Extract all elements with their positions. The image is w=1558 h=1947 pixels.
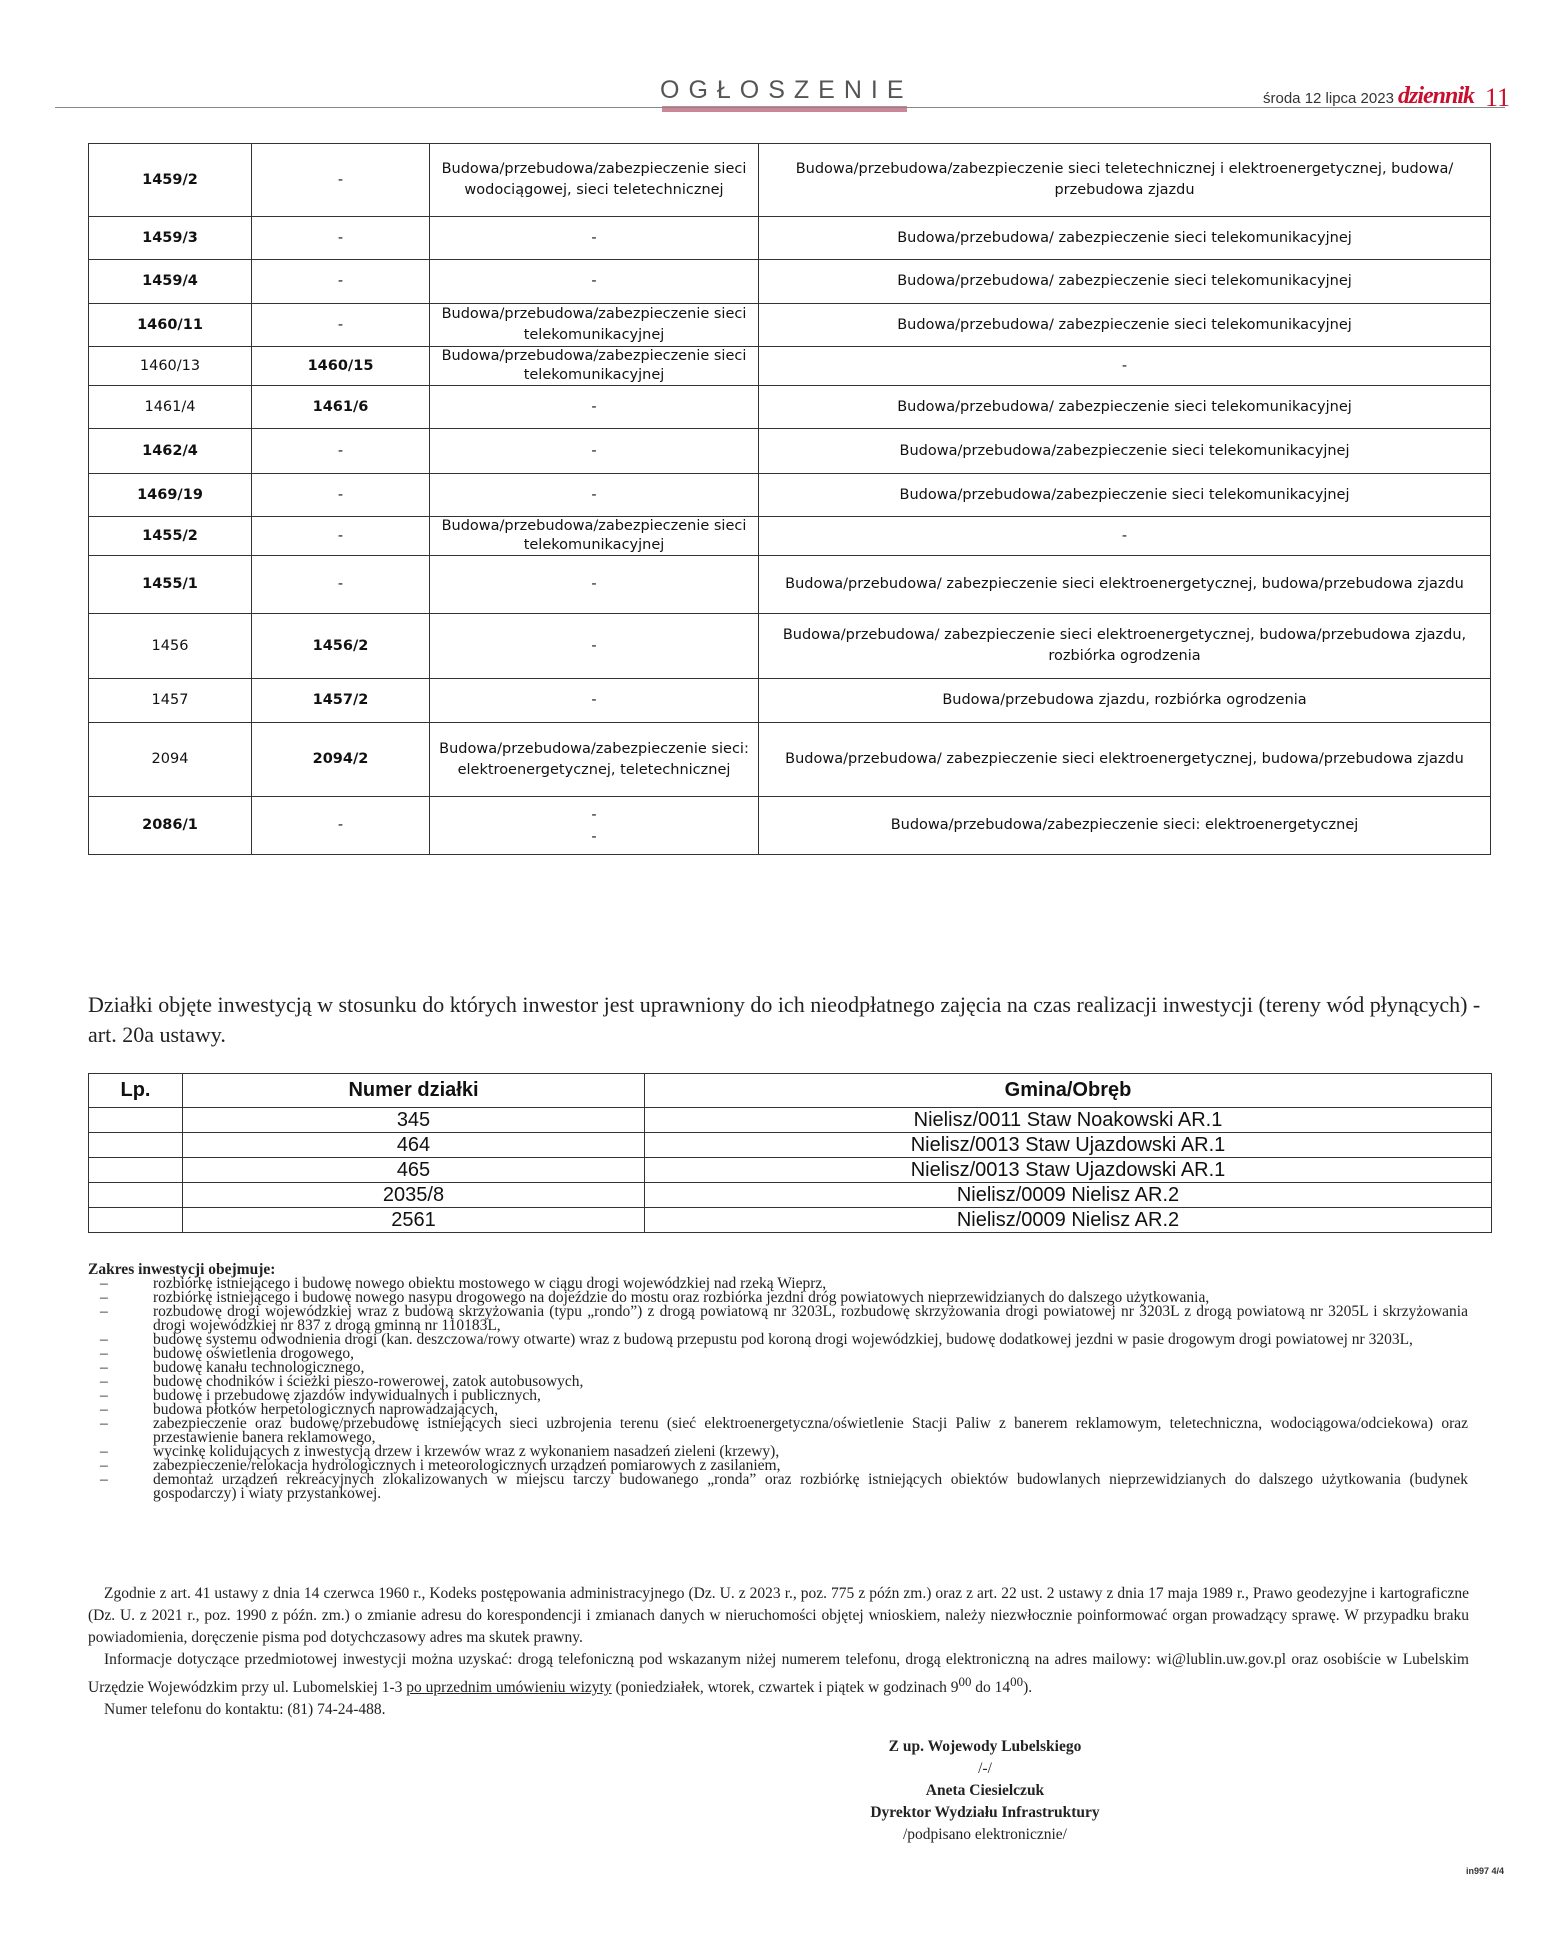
lp-cell <box>89 1108 183 1133</box>
table-row <box>89 217 1491 260</box>
network-works-cell: - <box>430 386 759 429</box>
commune-precinct-cell: Nielisz/0013 Staw Ujazdowski AR.1 <box>645 1158 1492 1183</box>
new-parcel-number-cell: 1456/2 <box>252 614 430 679</box>
network-works-cell: Budowa/przebudowa/zabezpieczenie sieci: elektroenergetycznej, teletechnicznej <box>430 723 759 797</box>
table-row <box>89 517 1491 556</box>
dash-bullet: – <box>100 1373 108 1390</box>
new-parcel-number-cell: - <box>252 556 430 614</box>
new-parcel-number-cell: - <box>252 260 430 304</box>
table-row <box>89 797 1491 855</box>
new-parcel-number-cell: 2094/2 <box>252 723 430 797</box>
dash-bullet: – <box>100 1359 108 1376</box>
scope-item-text: rozbudowę drogi wojewódzkiej wraz z budową skrzyżowania (typu „rondo”) z drogą powiatową nr 3203L, rozbudowę skrzyżowania drogi powiatowej nr 3203L z drogą powiatową nr 3205L i skrzyżowania drogi wojewódzkiej nr 837 z drogą gminną nr 110183L, <box>153 1303 1468 1334</box>
dash-bullet: – <box>100 1345 108 1362</box>
signature-authority: Z up. Wojewody Lubelskiego <box>888 1738 1082 1755</box>
parcel-number-cell: 1455/1 <box>89 556 252 614</box>
table-row <box>89 614 1491 679</box>
new-parcel-number-cell: - <box>252 517 430 556</box>
dash-bullet: – <box>100 1387 108 1404</box>
signature-block <box>800 1736 1170 1846</box>
signatory-title: Dyrektor Wydziału Infrastruktury <box>870 1804 1100 1821</box>
table-row <box>89 304 1491 347</box>
dash-bullet: – <box>100 1443 108 1460</box>
works-scope-cell: Budowa/przebudowa/zabezpieczenie sieci teletechnicznej i elektroenergetycznej, budowa/ przebudowa zjazdu <box>759 144 1491 217</box>
header-divider <box>55 107 1505 108</box>
parcel-number-cell: 1455/2 <box>89 517 252 556</box>
network-works-cell: - <box>430 217 759 260</box>
new-parcel-number-cell: - <box>252 144 430 217</box>
investment-scope <box>88 1262 1468 1501</box>
list-item <box>88 1417 1468 1445</box>
parcel-number-cell: 464 <box>183 1133 645 1158</box>
scope-item-text: budowę i przebudowę zjazdów indywidualnych i publicznych, <box>153 1387 541 1404</box>
lp-cell <box>89 1183 183 1208</box>
network-works-cell: Budowa/przebudowa/zabezpieczenie sieci telekomunikacyjnej <box>430 304 759 347</box>
dash-bullet: – <box>100 1471 108 1488</box>
scope-item-text: demontaż urządzeń rekreacyjnych zlokalizowanych w miejscu tarczy budowanego „ronda” oraz rozbiórkę istniejących obiektów budowlanych nieprzewidzianych do dalszego użytkowania (budynek gospodarczy) i wiaty przystankowej. <box>153 1471 1468 1502</box>
water-parcels-table <box>88 1073 1492 1233</box>
parcel-number-cell: 345 <box>183 1108 645 1133</box>
scope-item-text: zabezpieczenie oraz budowę/przebudowę istniejących sieci uzbrojenia terenu (sieć elektroenergetyczna/oświetlenie Stacji Paliw z banerem reklamowym, teletechniczna, wodociągowa/odciekowa) oraz przestawienie banera reklamowego, <box>153 1415 1468 1446</box>
table-row <box>89 679 1491 723</box>
dash-bullet: – <box>100 1275 108 1292</box>
list-item <box>88 1473 1468 1501</box>
free-use-paragraph: Działki objęte inwestycją w stosunku do których inwestor jest uprawniony do ich nieodpłatnego zajęcia na czas realizacji inwestycji (tereny wód płynących) - art. 20a ustawy. <box>88 992 1481 1047</box>
works-scope-cell: Budowa/przebudowa/ zabezpieczenie sieci telekomunikacyjnej <box>759 304 1491 347</box>
appointment-note: po uprzednim umówieniu wizyty <box>406 1679 612 1697</box>
table-row <box>89 556 1491 614</box>
commune-precinct-cell: Nielisz/0009 Nielisz AR.2 <box>645 1183 1492 1208</box>
issue-date: środa 12 lipca 2023 <box>1263 90 1394 107</box>
new-parcel-number-cell: - <box>252 474 430 517</box>
hours-to-text: do 14 <box>971 1679 1011 1697</box>
network-works-cell: - <box>430 429 759 474</box>
hours-start-minutes: 00 <box>958 1674 972 1689</box>
lp-cell <box>89 1133 183 1158</box>
scope-item-text: rozbiórkę istniejącego i budowę nowego obiektu mostowego w ciągu drogi wojewódzkiej nad rzeką Wieprz, <box>153 1275 827 1292</box>
dash-bullet: – <box>100 1303 108 1320</box>
column-header-lp: Lp. <box>89 1074 183 1108</box>
dash-bullet: – <box>100 1401 108 1418</box>
signatory-name: Aneta Ciesielczuk <box>925 1782 1045 1799</box>
contact-info-text: Informacje dotyczące przedmiotowej inwestycji można uzyskać: drogą telefoniczną pod wskazanym niżej numerem telefonu, drogą elektroniczną na adres mailowy: wi@lublin.uw.gov.pl oraz osobiście w Lubelskim Urzędzie Wojewódzkim przy ul. Lubomelskiej 1-3 <box>88 1651 1469 1697</box>
list-item <box>88 1305 1468 1333</box>
commune-precinct-cell: Nielisz/0013 Staw Ujazdowski AR.1 <box>645 1133 1492 1158</box>
commune-precinct-cell: Nielisz/0009 Nielisz AR.2 <box>645 1208 1492 1233</box>
works-scope-cell: Budowa/przebudowa/ zabezpieczenie sieci telekomunikacyjnej <box>759 260 1491 304</box>
closing-paragraph-2 <box>88 1649 1469 1699</box>
scope-item-text: budowę systemu odwodnienia drogi (kan. deszczowa/rowy otwarte) wraz z budową przepustu pod koroną drogi wojewódzkiej, budowę dodatkowej jezdni w pasie drogowym drogi powiatowej nr 3203L, <box>153 1331 1413 1348</box>
parcel-number-cell: 1462/4 <box>89 429 252 474</box>
signature-mark: /-/ <box>978 1760 992 1777</box>
closing-text <box>88 1583 1469 1721</box>
works-scope-cell: Budowa/przebudowa/zabezpieczenie sieci: elektroenergetycznej <box>759 797 1491 855</box>
table-row <box>89 1208 1492 1233</box>
parcel-number-cell: 1456 <box>89 614 252 679</box>
table-row <box>89 1108 1492 1133</box>
parcel-number-cell: 1459/4 <box>89 260 252 304</box>
column-header-parcel: Numer działki <box>183 1074 645 1108</box>
works-scope-cell: - <box>759 347 1491 386</box>
scope-item-text: wycinkę kolidujących z inwestycją drzew i krzewów wraz z wykonaniem nasadzeń zieleni (krzewy), <box>153 1443 780 1460</box>
parcel-number-cell: 1460/11 <box>89 304 252 347</box>
closing-paragraph-3: Numer telefonu do kontaktu: (81) 74-24-488. <box>104 1701 386 1719</box>
parcel-number-cell: 2035/8 <box>183 1183 645 1208</box>
lp-cell <box>89 1158 183 1183</box>
scope-item-text: budowę kanału technologicznego, <box>153 1359 365 1376</box>
new-parcel-number-cell: - <box>252 304 430 347</box>
table-row <box>89 429 1491 474</box>
parcel-number-cell: 1469/19 <box>89 474 252 517</box>
dash-bullet: – <box>100 1415 108 1432</box>
new-parcel-number-cell: - <box>252 797 430 855</box>
scope-item-text: budowę chodników i ścieżki pieszo-rowerowej, zatok autobusowych, <box>153 1373 584 1390</box>
table-row <box>89 1133 1492 1158</box>
new-parcel-number-cell: 1457/2 <box>252 679 430 723</box>
scope-item-text: budowę oświetlenia drogowego, <box>153 1345 355 1362</box>
parcel-number-cell: 1457 <box>89 679 252 723</box>
table-row <box>89 144 1491 217</box>
parcel-number-cell: 1459/3 <box>89 217 252 260</box>
works-scope-cell: Budowa/przebudowa/ zabezpieczenie sieci elektroenergetycznej, budowa/przebudowa zjazdu <box>759 723 1491 797</box>
new-parcel-number-cell: 1460/15 <box>252 347 430 386</box>
table-row <box>89 723 1491 797</box>
table-row <box>89 386 1491 429</box>
scope-list <box>88 1277 1468 1501</box>
section-title: OGŁOSZENIE <box>660 76 913 104</box>
scope-item-text: rozbiórkę istniejącego i budowę nowego nasypu drogowego na dojeździe do mostu oraz rozbiórka jezdni dróg powiatowych nieprzewidzianych do dalszego użytkowania, <box>153 1289 1210 1306</box>
works-scope-cell: Budowa/przebudowa/ zabezpieczenie sieci telekomunikacyjnej <box>759 386 1491 429</box>
scope-title: Zakres inwestycji obejmuje: <box>88 1261 276 1278</box>
closing-paragraph-1: Zgodnie z art. 41 ustawy z dnia 14 czerwca 1960 r., Kodeks postępowania administracyjnego (Dz. U. z 2023 r., poz. 775 z późn zm.) oraz z art. 22 ust. 2 ustawy z dnia 17 maja 1989 r., Prawo geodezyjne i kartograficzne (Dz. U. z 2021 r., poz. 1990 z późn. zm.) o zmianie adresu do korespondencji i zmianach danych w nieruchomości objętej wnioskiem, należy niezwłocznie poinformować organ prowadzący sprawę. W przypadku braku powiadomienia, doręczenie pisma pod dotychczasowy adres ma skutek prawny. <box>88 1585 1469 1646</box>
works-scope-cell: Budowa/przebudowa zjazdu, rozbiórka ogrodzenia <box>759 679 1491 723</box>
hours-text: (poniedziałek, wtorek, czwartek i piątek w godzinach 9 <box>611 1679 959 1697</box>
table-row <box>89 474 1491 517</box>
parcel-number-cell: 2094 <box>89 723 252 797</box>
column-header-area: Gmina/Obręb <box>645 1074 1492 1108</box>
network-works-cell: - <box>430 474 759 517</box>
network-works-cell: - <box>430 260 759 304</box>
works-scope-cell: Budowa/przebudowa/ zabezpieczenie sieci telekomunikacyjnej <box>759 217 1491 260</box>
dash-bullet: – <box>100 1457 108 1474</box>
table-row <box>89 347 1491 386</box>
table-row <box>89 1183 1492 1208</box>
parcel-number-cell: 1461/4 <box>89 386 252 429</box>
signature-note: /podpisano elektronicznie/ <box>903 1826 1067 1843</box>
works-scope-cell: Budowa/przebudowa/ zabezpieczenie sieci elektroenergetycznej, budowa/przebudowa zjazdu, rozbiórka ogrodzenia <box>759 614 1491 679</box>
parcel-number-cell: 465 <box>183 1158 645 1183</box>
parcel-number-cell: 1460/13 <box>89 347 252 386</box>
works-scope-cell: Budowa/przebudowa/zabezpieczenie sieci telekomunikacyjnej <box>759 474 1491 517</box>
dash-bullet: – <box>100 1331 108 1348</box>
parcel-number-cell: 2561 <box>183 1208 645 1233</box>
network-works-cell: Budowa/przebudowa/zabezpieczenie sieci telekomunikacyjnej <box>430 517 759 556</box>
parcel-number-cell: 2086/1 <box>89 797 252 855</box>
scope-item-text: zabezpieczenie/relokacja hydrologicznych i meteorologicznych urządzeń pomiarowych z zasilaniem, <box>153 1457 781 1474</box>
dash-bullet: – <box>100 1289 108 1306</box>
hours-end-minutes: 00 <box>1010 1674 1024 1689</box>
network-works-cell: Budowa/przebudowa/zabezpieczenie sieci wodociągowej, sieci teletechnicznej <box>430 144 759 217</box>
parcels-table <box>88 143 1491 855</box>
new-parcel-number-cell: 1461/6 <box>252 386 430 429</box>
page-number: 11 <box>1485 83 1511 112</box>
table-row <box>89 1158 1492 1183</box>
network-works-cell: - <box>430 556 759 614</box>
network-works-cell: - <box>430 679 759 723</box>
network-works-cell: - - <box>430 797 759 855</box>
works-scope-cell: Budowa/przebudowa/zabezpieczenie sieci telekomunikacyjnej <box>759 429 1491 474</box>
network-works-cell: Budowa/przebudowa/zabezpieczenie sieci telekomunikacyjnej <box>430 347 759 386</box>
network-works-cell: - <box>430 614 759 679</box>
parcel-number-cell: 1459/2 <box>89 144 252 217</box>
works-scope-cell: - <box>759 517 1491 556</box>
ad-code: in997 4/4 <box>1466 1866 1505 1876</box>
newspaper-logo: dziennik <box>1398 83 1475 109</box>
commune-precinct-cell: Nielisz/0011 Staw Noakowski AR.1 <box>645 1108 1492 1133</box>
table-row <box>89 260 1491 304</box>
new-parcel-number-cell: - <box>252 217 430 260</box>
works-scope-cell: Budowa/przebudowa/ zabezpieczenie sieci elektroenergetycznej, budowa/przebudowa zjazdu <box>759 556 1491 614</box>
hours-close-text: ). <box>1023 1679 1033 1697</box>
lp-cell <box>89 1208 183 1233</box>
scope-item-text: budowa płotków herpetologicznych naprowadzających, <box>153 1401 499 1418</box>
new-parcel-number-cell: - <box>252 429 430 474</box>
